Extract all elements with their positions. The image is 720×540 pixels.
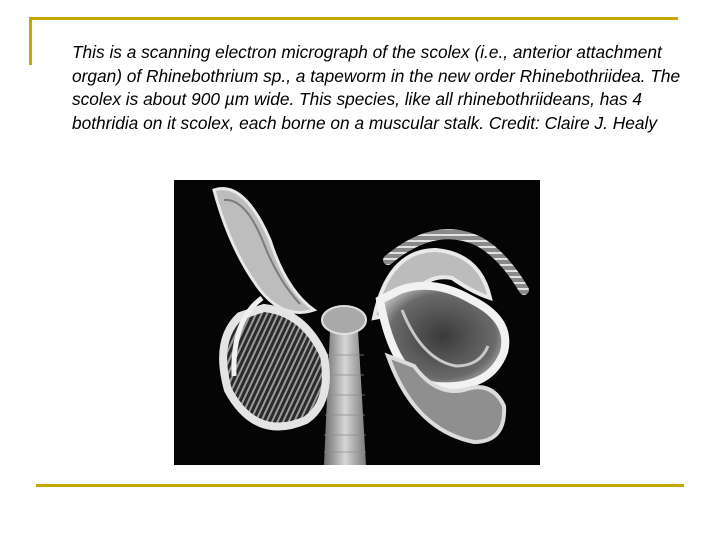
bottom-accent-rule	[36, 484, 684, 487]
top-accent-rule	[29, 17, 678, 20]
left-accent-rule	[29, 17, 32, 65]
slide-caption: This is a scanning electron micrograph of the scolex (i.e., anterior attachment organ) of Rhinebothrium sp., a tapeworm in the new order Rhinebothriidea. The scolex is about 900 µm wide. This species, like all rhinebothriideans, has 4 bothridia on it scolex, each borne on a muscular stalk. Credit: Claire J. Healy	[72, 42, 681, 133]
scolex-micrograph	[174, 180, 540, 465]
